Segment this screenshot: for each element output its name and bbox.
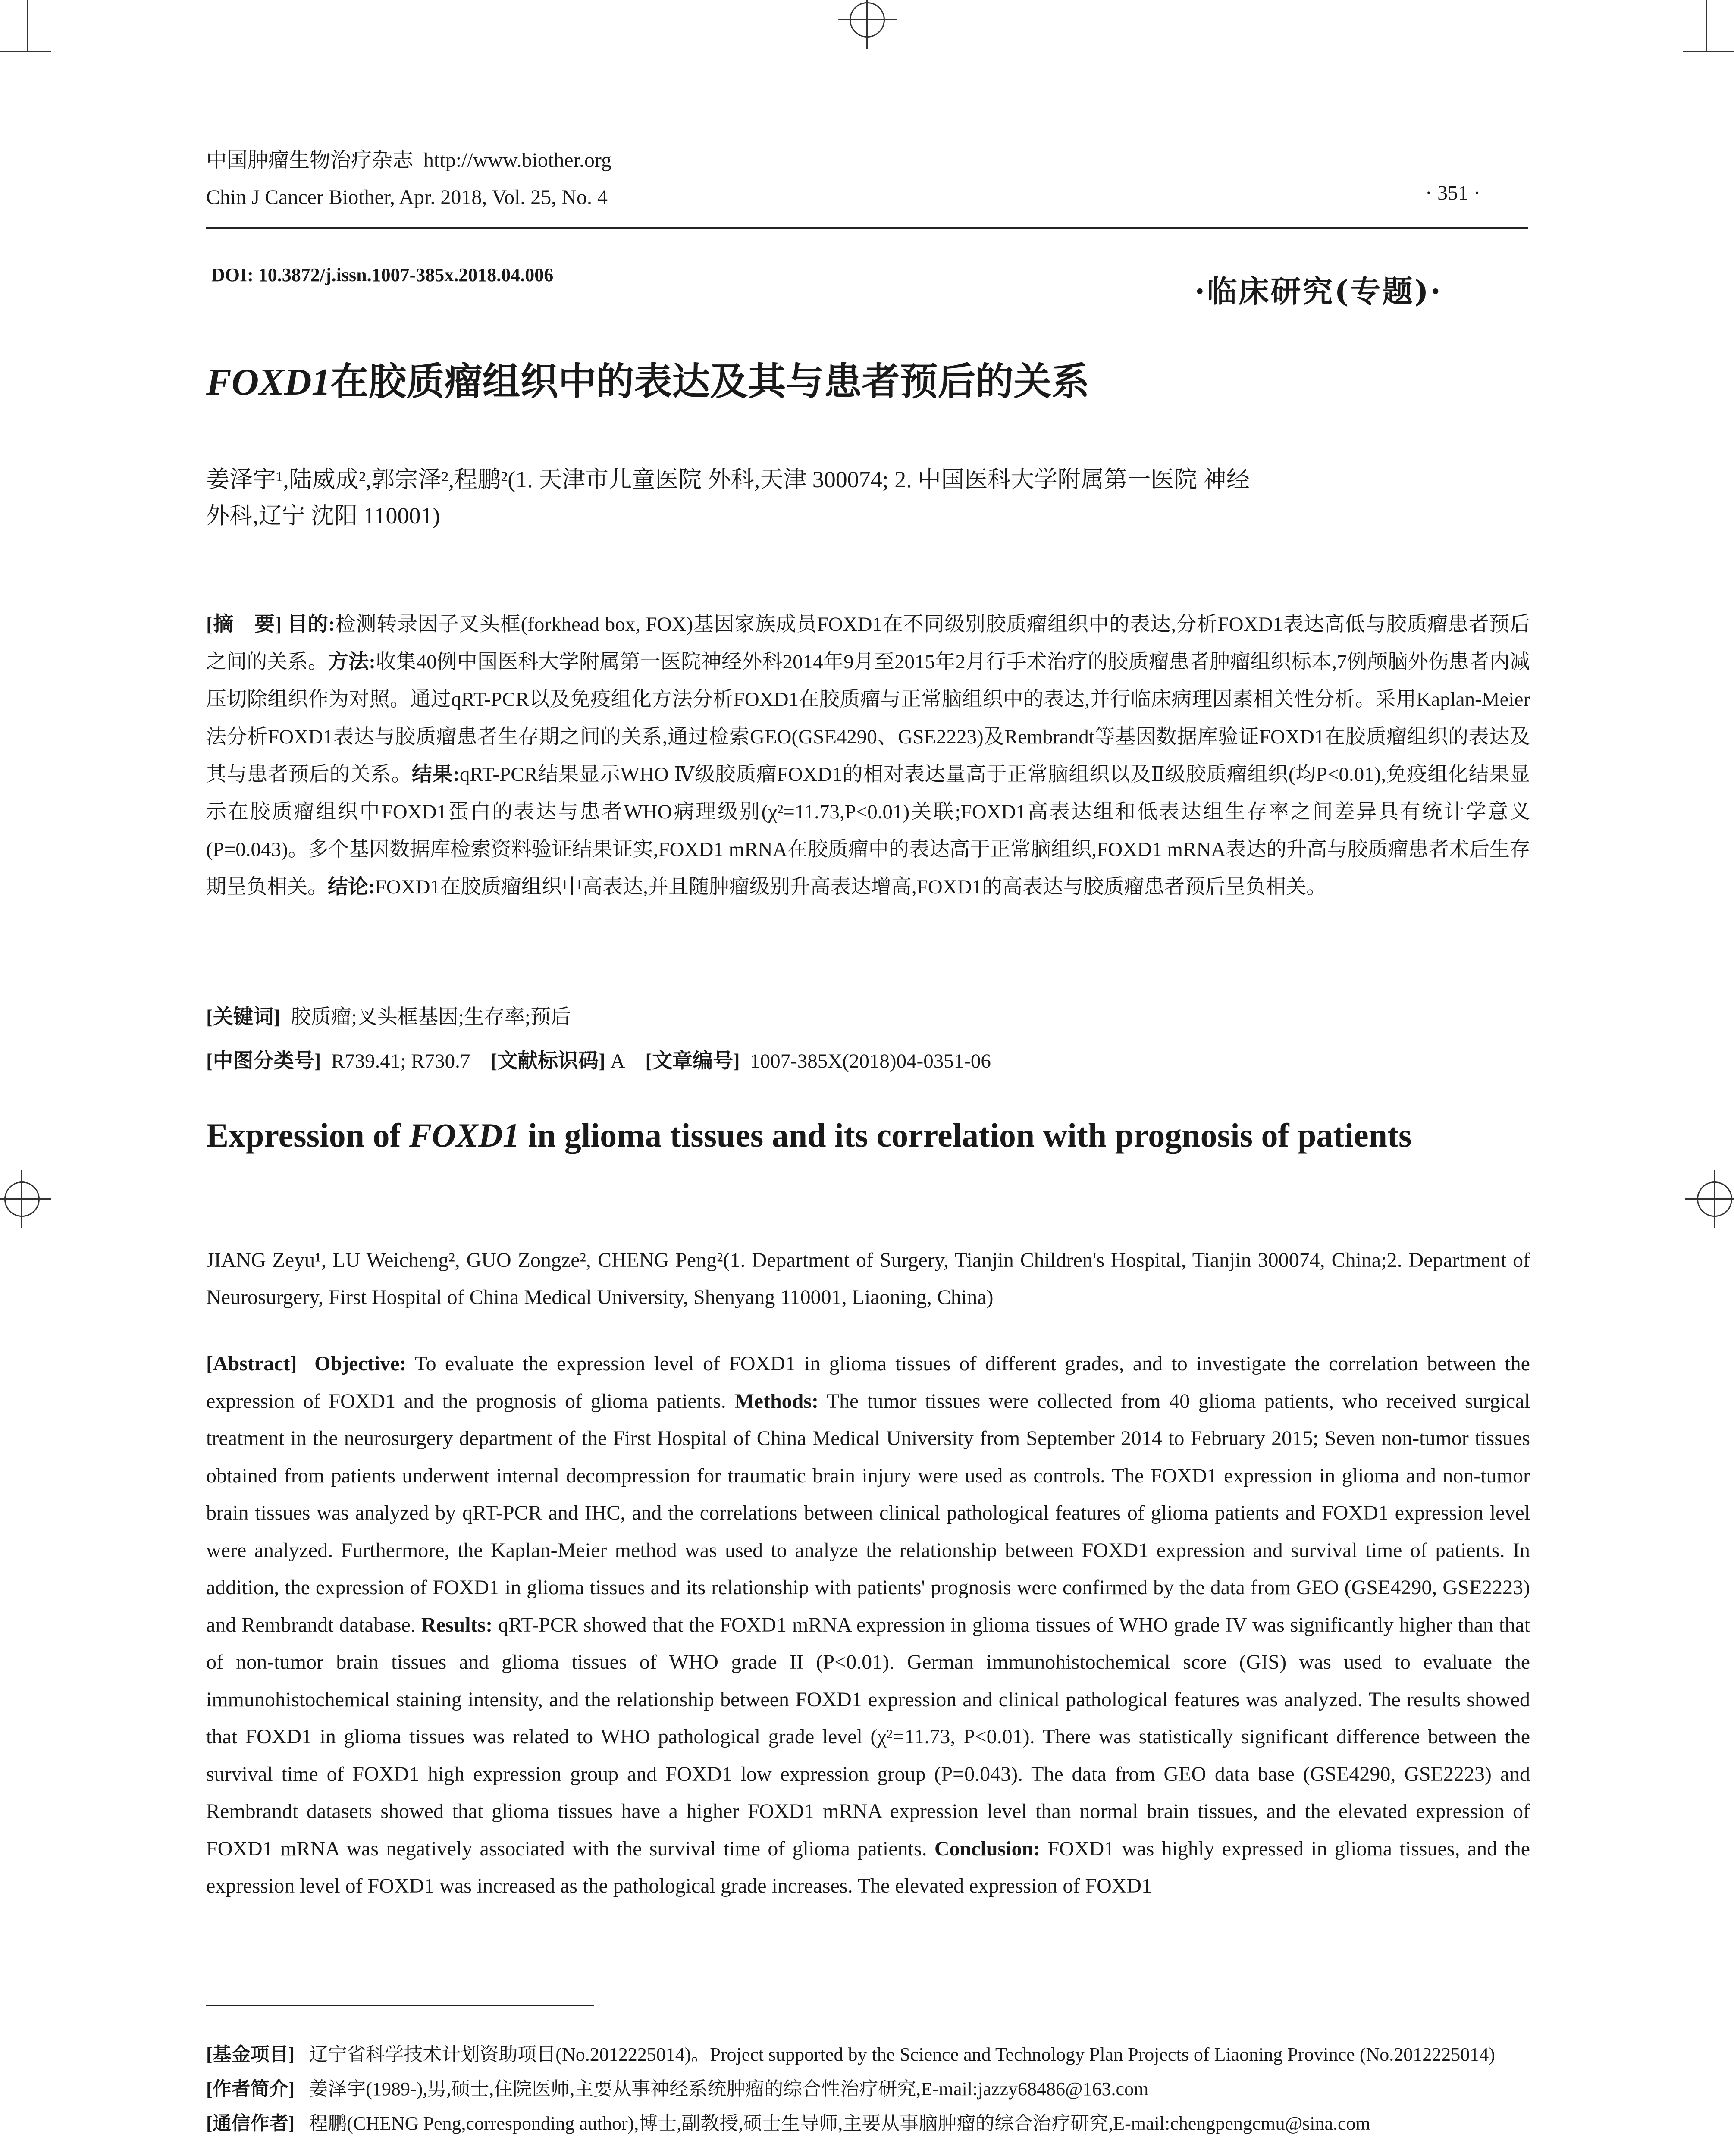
author-note-label: [作者简介] [206, 2078, 295, 2100]
journal-url[interactable]: http://www.biother.org [423, 149, 611, 172]
header-rule [206, 227, 1528, 229]
article-no-value: 1007-385X(2018)04-0351-06 [750, 1050, 991, 1072]
methods-en-label: Methods: [734, 1389, 818, 1413]
author-note [206, 2072, 1530, 2106]
title-cn-rest: 在胶质瘤组织中的表达及其与患者预后的关系 [330, 359, 1090, 404]
fund-text: 辽宁省科学技术计划资助项目(No.2012225014)。Project supported by the Science and Technology Plan Projects of Liaoning Province (No.2012225014) [309, 2044, 1495, 2065]
results-en-label: Results: [421, 1613, 493, 1636]
article-no-label: [文章编号] [645, 1050, 740, 1072]
title-cn [206, 351, 1090, 406]
classification [206, 1044, 991, 1079]
authors-en: JIANG Zeyu¹, LU Weicheng², GUO Zongze², CHENG Peng²(1. Department of Surgery, Tianjin Children's Hospital, Tianjin 300074, China;2. Department of Neurosurgery, First Hospital of China Medical University, Shenyang 110001, Liaoning, China) [206, 1249, 1530, 1309]
authors-cn-line2: 外科,辽宁 沈阳 110001) [206, 503, 440, 529]
doc-code-label: [文献标识码] [490, 1050, 605, 1072]
fund-label: [基金项目] [206, 2044, 295, 2065]
methods-cn-label: 方法: [328, 651, 376, 673]
title-en-part1: Expression of [206, 1116, 409, 1154]
running-header [206, 147, 611, 211]
keywords-cn [206, 1000, 571, 1035]
crop-mark [27, 0, 28, 51]
keywords-cn-text: 胶质瘤;叉头框基因;生存率;预后 [290, 1006, 571, 1028]
authors-cn [206, 461, 1530, 534]
crop-mark [0, 51, 51, 52]
title-en-gene: FOXD1 [409, 1116, 520, 1154]
clc-value: R739.41; R730.7 [331, 1050, 470, 1072]
conclusion-en-label: Conclusion: [934, 1837, 1041, 1860]
abstract-en-label: [Abstract] [206, 1352, 297, 1375]
clc-label: [中图分类号] [206, 1050, 321, 1072]
registration-mark-right [1697, 1181, 1732, 1217]
doc-code-value: A [610, 1050, 625, 1072]
abstract-en [206, 1345, 1530, 1905]
objective-cn: 检测转录因子叉头框(forkhead box, FOX)基因家族成员FOXD1在不同级别胶质瘤组织中的表达,分析FOXD1表达高低与胶质瘤患者预后之间的关系。 [206, 613, 1530, 673]
results-cn-label: 结果: [411, 763, 460, 786]
keywords-cn-label: [关键词] [206, 1006, 281, 1028]
footnotes [206, 2037, 1530, 2141]
objective-cn-label: 目的: [287, 613, 336, 636]
title-en [206, 1110, 1530, 1160]
methods-en: The tumor tissues were collected from 40 glioma patients, who received surgical treatment in the neurosurgery department of the First Hospital of China Medical University from September 2014 to February 2015; Seven non-tumor tissues obtained from patients underwent internal decompression for traumatic brain injury were used as controls. The FOXD1 expression in glioma and non-tumor brain tissues was analyzed by qRT-PCR and IHC, and the correlations between clinical pathological features of glioma patients and FOXD1 expression level were analyzed. Furthermore, the Kaplan-Meier method was used to analyze the relationship between FOXD1 expression and survival time of patients. In addition, the expression of FOXD1 in glioma tissues and its relationship with patients' prognosis were confirmed by the data from GEO (GSE4290, GSE2223) and Rembrandt database. [206, 1389, 1530, 1636]
abstract-cn-label: [摘 要] [206, 613, 282, 636]
methods-cn: 收集40例中国医科大学附属第一医院神经外科2014年9月至2015年2月行手术治疗的胶质瘤患者肿瘤组织标本,7例颅脑外伤患者内减压切除组织作为对照。通过qRT-PCR以及免疫组化方法分析FOXD1在胶质瘤与正常脑组织中的表达,并行临床病理因素相关性分析。采用Kaplan-Meier法分析FOXD1表达与胶质瘤患者生存期之间的关系,通过检索GEO(GSE4290、GSE2223)及Rembrandt等基因数据库验证FOXD1在胶质瘤组织的表达及其与患者预后的关系。 [206, 651, 1530, 786]
corresponding-label: [通信作者] [206, 2113, 295, 2134]
objective-en-label: Objective: [314, 1352, 407, 1375]
title-cn-gene: FOXD1 [206, 361, 331, 403]
journal-cn: 中国肿瘤生物治疗杂志 [206, 149, 414, 172]
objective-en: To evaluate the expression level of FOXD1 in glioma tissues of different grades, and to investigate the correlation between the expression of FOXD1 and the prognosis of glioma patients. [206, 1352, 1530, 1413]
fund-note [206, 2037, 1530, 2072]
corresponding-note [206, 2106, 1530, 2141]
results-cn: qRT-PCR结果显示WHO Ⅳ级胶质瘤FOXD1的相对表达量高于正常脑组织以及Ⅱ级胶质瘤组织(均P<0.01),免疫组化结果显示在胶质瘤组织中FOXD1蛋白的表达与患者WHO病理级别(χ²=11.73,P<0.01)关联;FOXD1高表达组和低表达组生存率之间差异具有统计学意义(P=0.043)。多个基因数据库检索资料验证结果证实,FOXD1 mRNA在胶质瘤中的表达高于正常脑组织,FOXD1 mRNA表达的升高与胶质瘤患者术后生存期呈负相关。 [206, 763, 1530, 898]
footnote-rule [206, 2005, 594, 2006]
crop-mark [1706, 0, 1707, 51]
doi[interactable]: DOI: 10.3872/j.issn.1007-385x.2018.04.006 [211, 264, 554, 285]
registration-mark-left [4, 1181, 40, 1217]
page-number: · 351 · [1425, 182, 1480, 204]
column-heading: ·临床研究(专题)· [1195, 273, 1442, 309]
crop-mark [1683, 51, 1734, 52]
registration-mark-top [850, 2, 885, 38]
journal-en: Chin J Cancer Biother, Apr. 2018, Vol. 25, No. 4 [206, 186, 608, 209]
authors-cn-line1: 姜泽宇¹,陆威成²,郭宗泽²,程鹏²(1. 天津市儿童医院 外科,天津 300074; 2. 中国医科大学附属第一医院 神经 [206, 467, 1250, 492]
conclusion-en: FOXD1 was highly expressed in glioma tissues, and the expression level of FOXD1 was increased as the pathological grade increases. The elevated expression of FOXD1 [206, 1837, 1530, 1897]
author-note-text: 姜泽宇(1989-),男,硕士,住院医师,主要从事神经系统肿瘤的综合性治疗研究,E-mail:jazzy68486@163.com [309, 2078, 1149, 2100]
corresponding-text: 程鹏(CHENG Peng,corresponding author),博士,副教授,硕士生导师,主要从事脑肿瘤的综合治疗研究,E-mail:chengpengcmu@sina.com [309, 2113, 1370, 2134]
conclusion-cn-label: 结论: [328, 876, 375, 898]
results-en: qRT-PCR showed that the FOXD1 mRNA expression in glioma tissues of WHO grade IV was significantly higher than that of non-tumor brain tissues and glioma tissues of WHO grade II (P<0.01). German immunohistochemical score (GIS) was used to evaluate the immunohistochemical staining intensity, and the relationship between FOXD1 expression and clinical pathological features was analyzed. The results showed that FOXD1 in glioma tissues was related to WHO pathological grade level (χ²=11.73, P<0.01). There was statistically significant difference between the survival time of FOXD1 high expression group and FOXD1 low expression group (P=0.043). The data from GEO data base (GSE4290, GSE2223) and Rembrandt datasets showed that glioma tissues have a higher FOXD1 mRNA expression level than normal brain tissues, and the elevated expression of FOXD1 mRNA was negatively associated with the survival time of glioma patients. [206, 1613, 1530, 1860]
conclusion-cn: FOXD1在胶质瘤组织中高表达,并且随肿瘤级别升高表达增高,FOXD1的高表达与胶质瘤患者预后呈负相关。 [375, 876, 1327, 898]
abstract-cn [206, 606, 1530, 906]
title-en-part2: in glioma tissues and its correlation with prognosis of patients [519, 1116, 1412, 1154]
